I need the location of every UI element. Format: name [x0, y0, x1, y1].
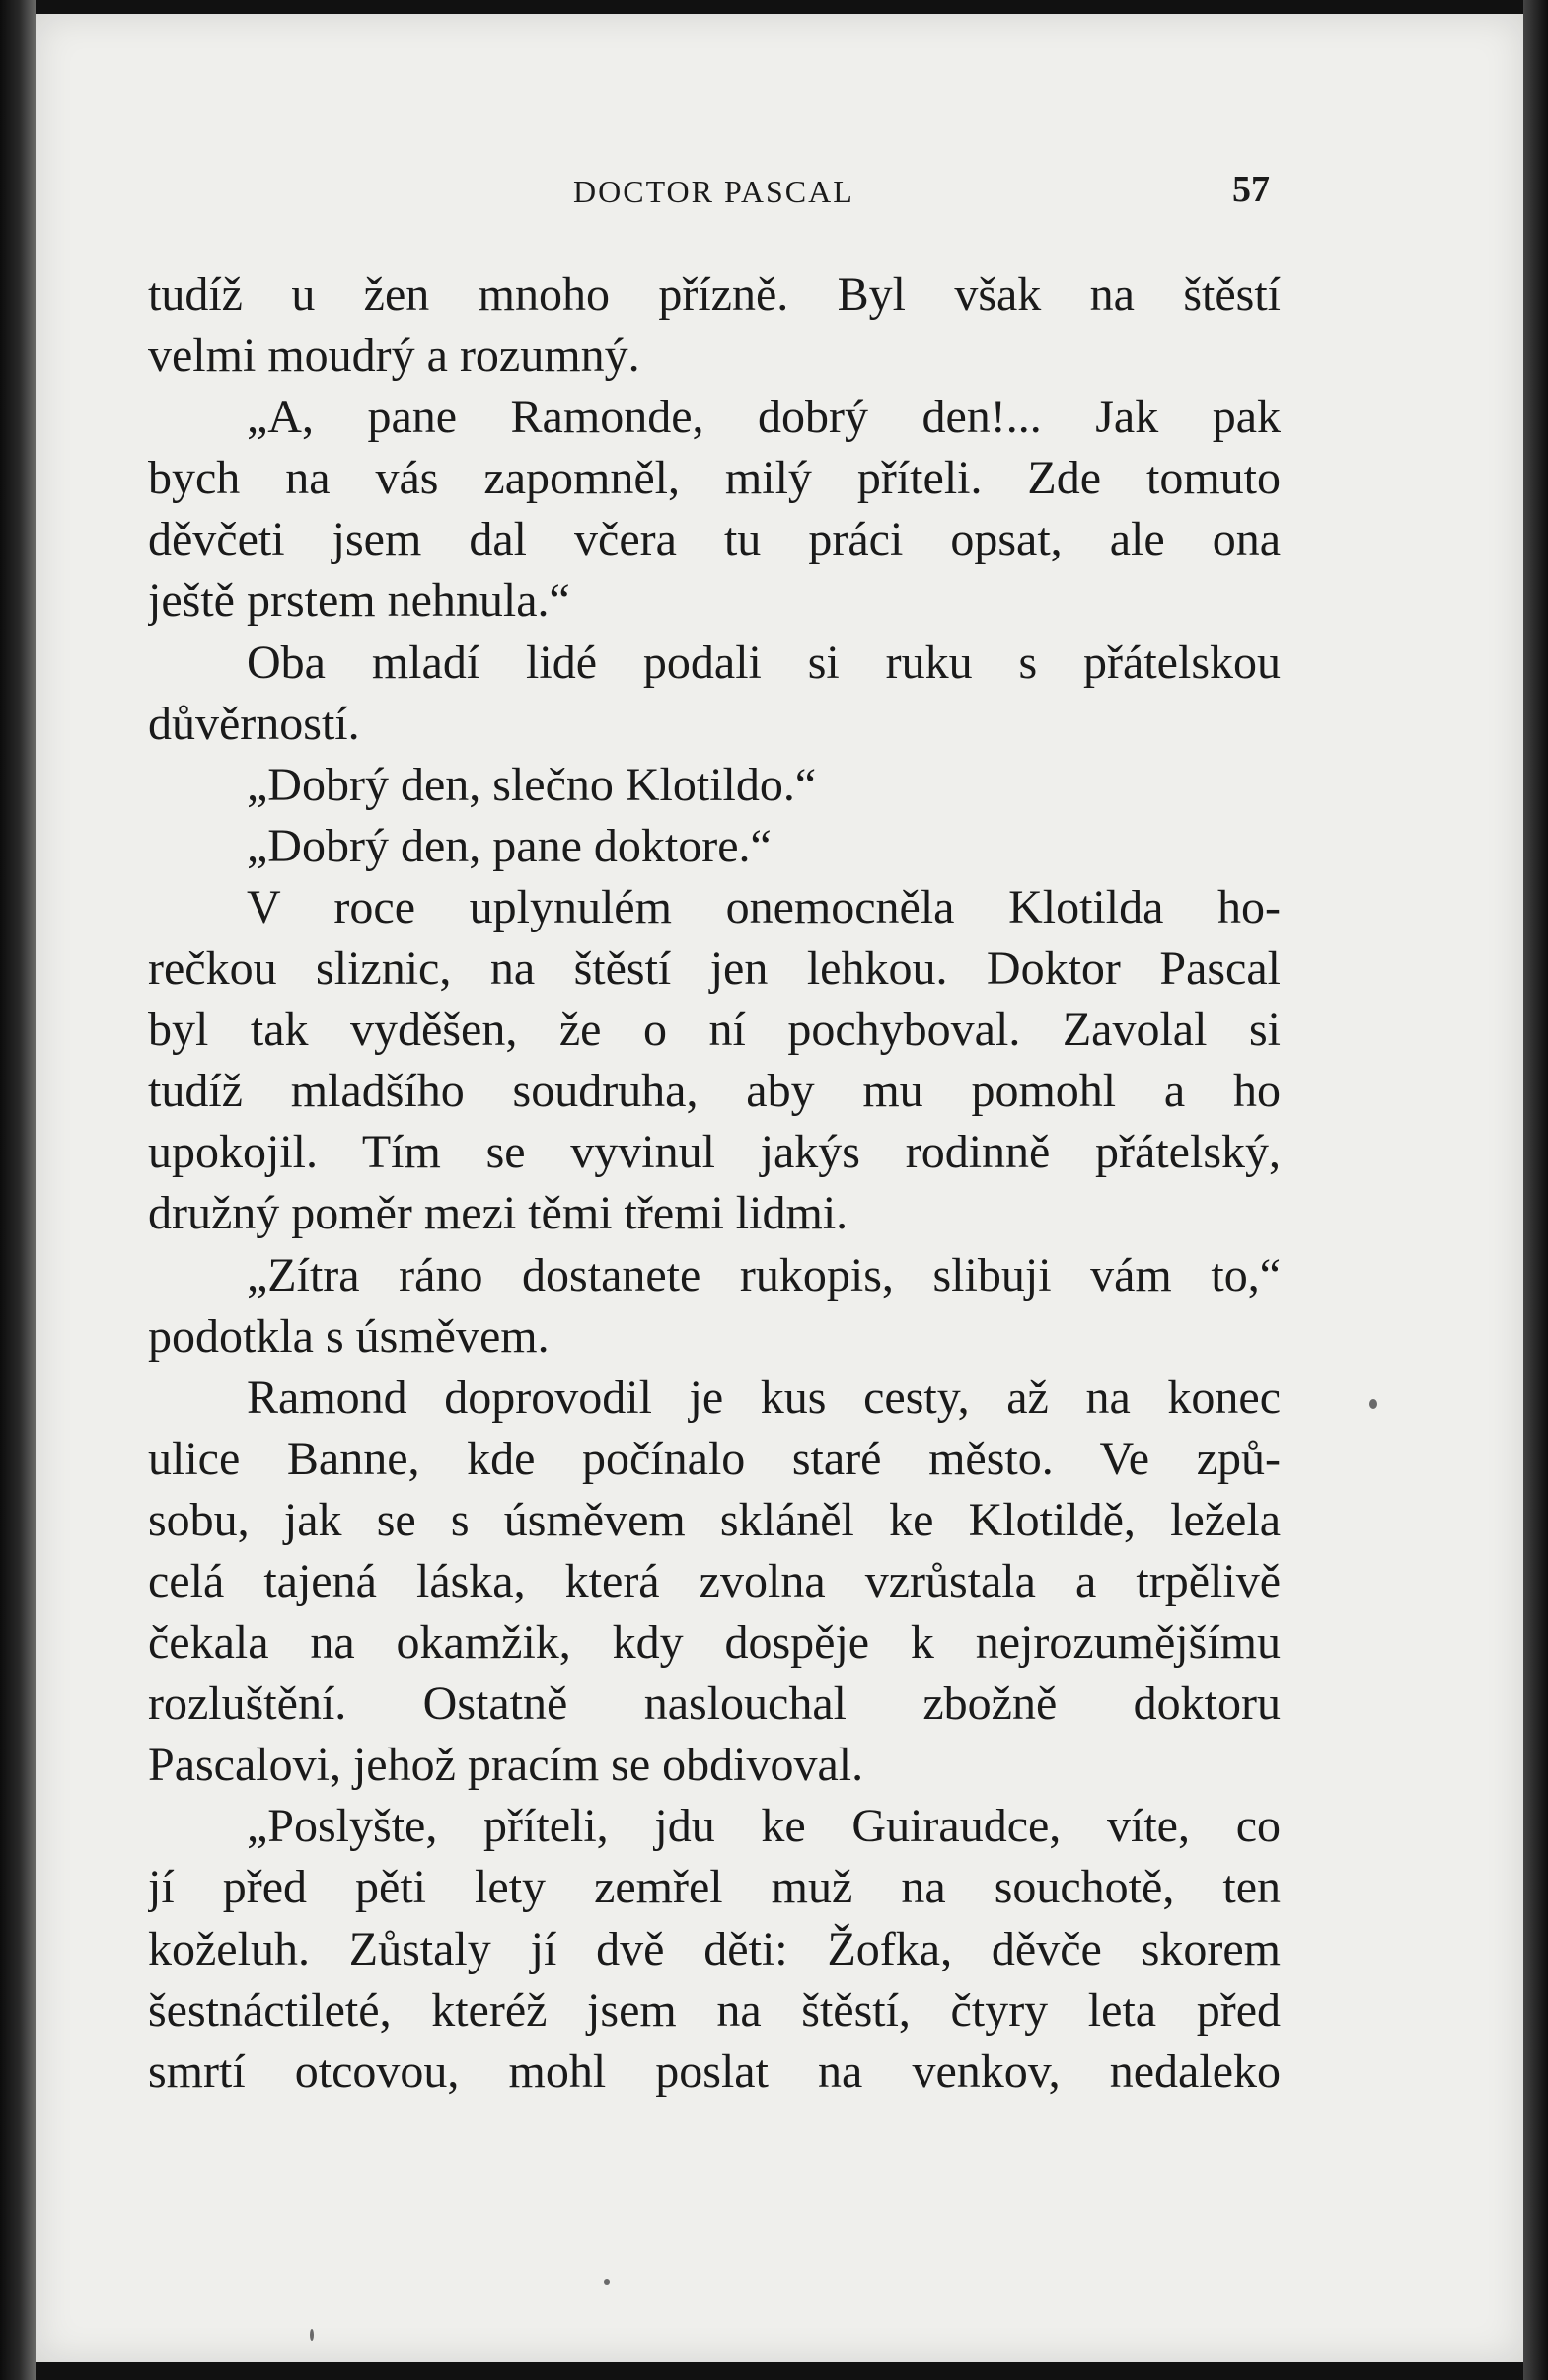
- text-line: družný poměr mezi těmi třemi lidmi.: [148, 1187, 848, 1240]
- text-line: upokojil. Tím se vyvinul jakýs rodinně přátelský,: [148, 1126, 1281, 1179]
- text-line: sobu, jak se s úsměvem skláněl ke Klotildě, ležela: [148, 1493, 1281, 1546]
- text-line: rozluštění. Ostatně naslouchal zbožně doktoru: [148, 1677, 1281, 1731]
- text-line: tudíž u žen mnoho přízně. Byl však na štěstí: [148, 268, 1281, 321]
- text-line: „Poslyšte, příteli, jdu ke Guiraudce, víte, co: [247, 1800, 1281, 1853]
- text-line: koželuh. Zůstaly jí dvě děti: Žofka, děvče skorem: [148, 1922, 1281, 1975]
- text-line: V roce uplynulém onemocněla Klotilda ho-: [247, 880, 1281, 933]
- text-line: „A, pane Ramonde, dobrý den!... Jak pak: [247, 391, 1281, 444]
- text-line: podotkla s úsměvem.: [148, 1309, 550, 1363]
- body-text: [148, 264, 1281, 2103]
- text-line: ještě prstem nehnula.“: [148, 574, 570, 628]
- text-line: velmi moudrý a rozumný.: [148, 330, 640, 383]
- text-line: „Zítra ráno dostanete rukopis, slibuji vám to,“: [247, 1248, 1281, 1302]
- left-page-edge: [0, 0, 36, 2380]
- text-line: důvěrností.: [148, 697, 360, 750]
- text-line: byl tak vyděšen, že o ní pochyboval. Zavolal si: [148, 1004, 1281, 1057]
- text-line: jí před pěti lety zemřel muž na souchotě, ten: [148, 1861, 1281, 1914]
- text-line: čekala na okamžik, kdy dospěje k nejrozumějšímu: [148, 1616, 1281, 1670]
- text-line: smrtí otcovou, mohl poslat na venkov, nedaleko: [148, 2045, 1281, 2098]
- page-number: 57: [1232, 169, 1270, 210]
- text-line: děvčeti jsem dal včera tu práci opsat, ale ona: [148, 513, 1281, 566]
- text-line: tudíž mladšího soudruha, aby mu pomohl a ho: [148, 1065, 1281, 1118]
- text-line: šestnáctileté, kteréž jsem na štěstí, čtyry leta před: [148, 1983, 1281, 2037]
- paper-speck: [604, 2279, 610, 2285]
- text-line: „Dobrý den, pane doktore.“: [247, 819, 772, 872]
- running-title: DOCTOR PASCAL: [573, 174, 854, 209]
- text-line: Oba mladí lidé podali si ruku s přátelskou: [247, 635, 1281, 689]
- text-line: Ramond doprovodil je kus cesty, až na konec: [247, 1371, 1281, 1424]
- text-line: „Dobrý den, slečno Klotildo.“: [247, 758, 817, 811]
- text-line: Pascalovi, jehož pracím se obdivoval.: [148, 1739, 864, 1792]
- text-line: bych na vás zapomněl, milý příteli. Zde tomuto: [148, 452, 1281, 505]
- right-page-edge: [1523, 0, 1548, 2380]
- text-line: rečkou sliznic, na štěstí jen lehkou. Doktor Pascal: [148, 942, 1281, 996]
- paper-speck: [1369, 1399, 1377, 1409]
- text-line: celá tajená láska, která zvolna vzrůstala a trpělivě: [148, 1554, 1281, 1607]
- page-header: [153, 168, 1278, 217]
- text-line: ulice Banne, kde počínalo staré město. Ve způ-: [148, 1432, 1281, 1485]
- paper-speck: [310, 2329, 314, 2341]
